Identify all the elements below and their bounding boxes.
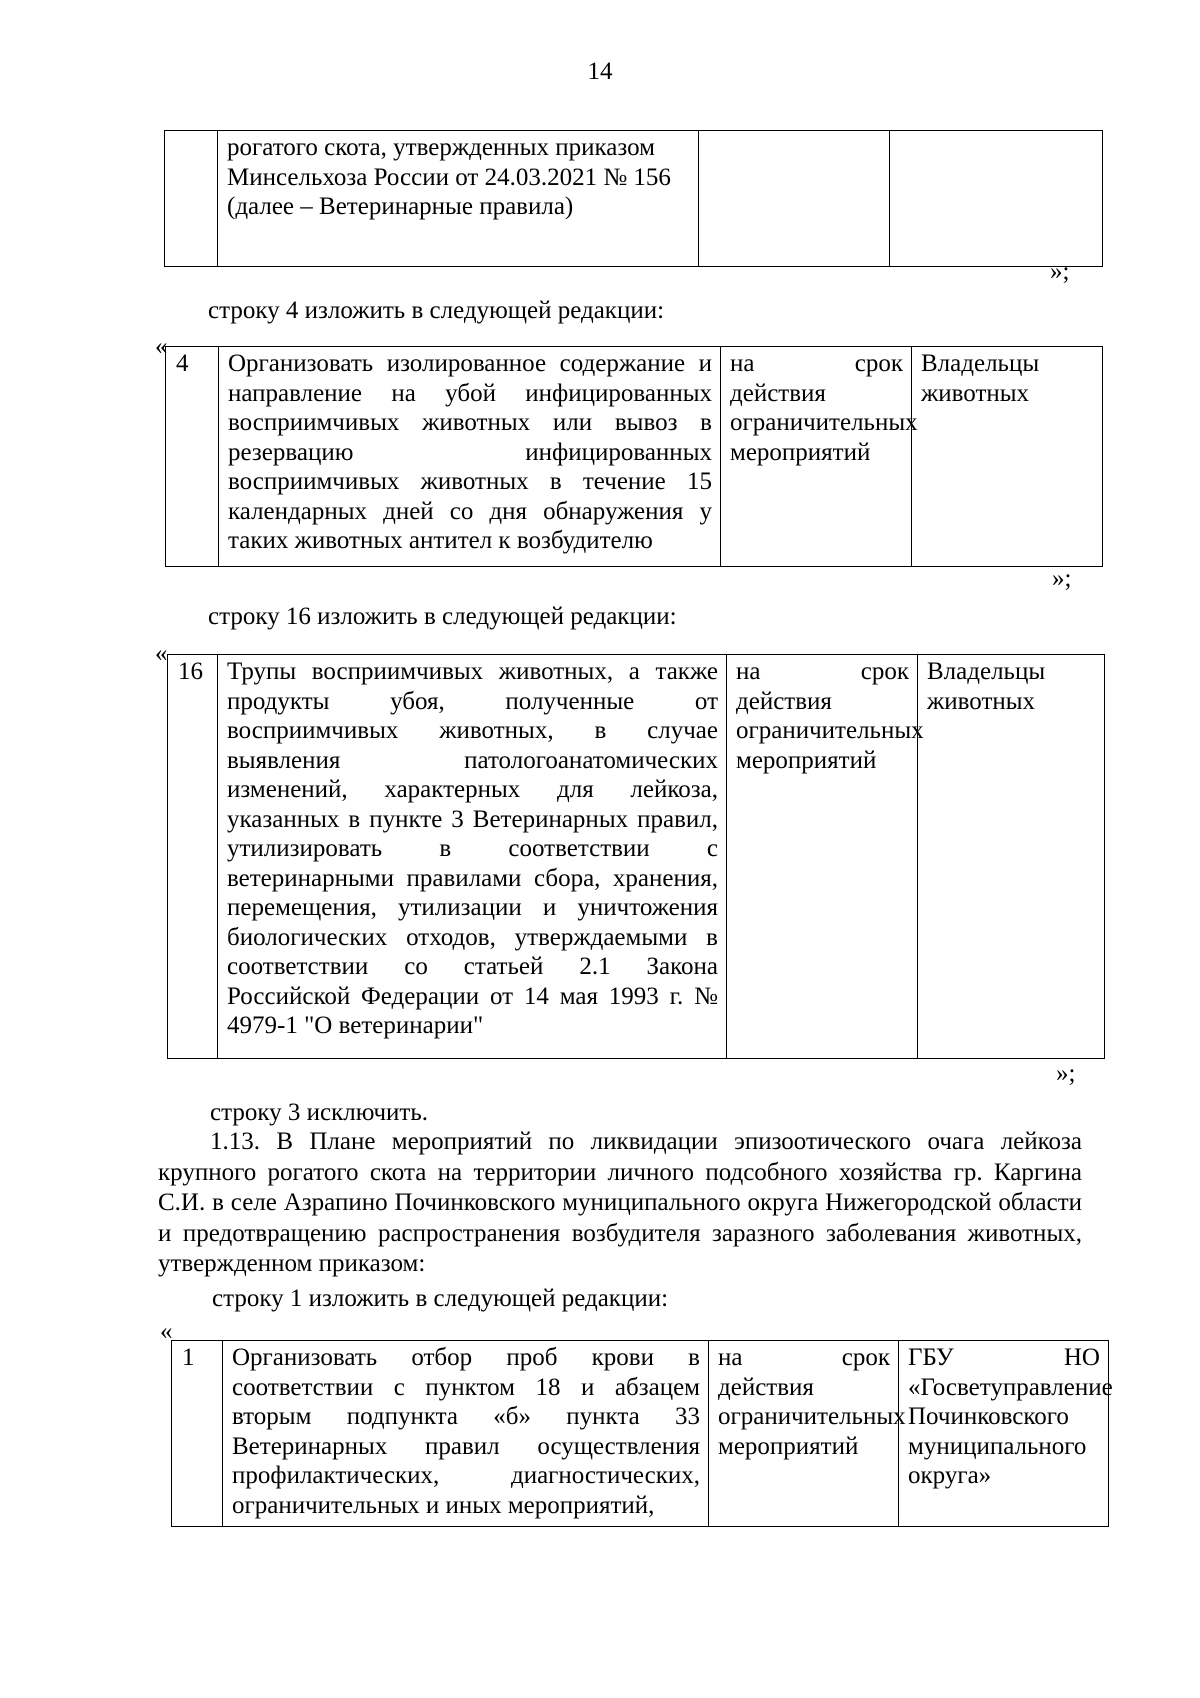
instruction-row1: строку 1 изложить в следующей редакции:: [212, 1285, 669, 1312]
row-number-cell: [165, 131, 218, 267]
responsible-cell: Владельцы животных: [912, 347, 1103, 567]
table-row1: [171, 1340, 1113, 1527]
responsible-cell: Владельцы животных: [918, 655, 1105, 1059]
measure-cell: Организовать отбор проб крови в соответствии с пунктом 18 и абзацем вторым подпункта «б» пункта 33 Ветеринарных правил осуществления профилактических, диагностических, ограничительных и иных мероприятий,: [223, 1341, 709, 1527]
measure-cell: Трупы восприимчивых животных, а также продукты убоя, полученные от восприимчивых животных, в случае выявления патологоанатомических изменений, характерных для лейкоза, указанных в пункте 3 Ветеринарных правил, утилизировать в соответствии с ветеринарными правилами сбора, хранения, перемещения, утилизации и уничтожения биологических отходов, утверждаемыми в соответствии со статьей 2.1 Закона Российской Федерации от 14 мая 1993 г. № 4979-1 "О ветеринарии": [218, 655, 727, 1059]
opening-quote: «: [155, 333, 168, 360]
row-number-cell: 16: [168, 655, 218, 1059]
instruction-row3: строку 3 исключить.: [210, 1099, 428, 1126]
paragraph-text: 1.13. В Плане мероприятий по ликвидации эпизоотического очага лейкоза крупного рогатого скота на территории личного подсобного хозяйства гр. Каргина С.И. в селе Азрапино Починковского муниципального округа Нижегородской области и предотвращению распространения возбудителя заразного заболевания животных, утвержденном приказом:: [158, 1128, 1082, 1277]
table-row: [168, 655, 1105, 1059]
measure-cell: Организовать изолированное содержание и направление на убой инфицированных восприимчивых животных или вывоз в резервацию инфицированных восприимчивых животных в течение 15 календарных дней со дня обнаружения у таких животных антител к возбудителю: [219, 347, 721, 567]
closing-quote: »;: [1052, 565, 1072, 592]
page-number: 14: [587, 58, 613, 85]
instruction-row4: строку 4 изложить в следующей редакции:: [208, 297, 665, 324]
row-number-cell: 1: [172, 1341, 223, 1527]
term-cell: на срок действия ограничительных мероприятий: [721, 347, 912, 567]
opening-quote: «: [160, 1318, 173, 1345]
measure-cell: [218, 131, 699, 267]
table-row4: [165, 346, 1103, 567]
term-cell: [699, 131, 890, 267]
term-cell: на срок действия ограничительных мероприятий: [727, 655, 918, 1059]
responsible-cell: [890, 131, 1103, 267]
responsible-cell: ГБУ НО «Госветуправление Починковского муниципального округа»: [899, 1341, 1109, 1527]
closing-quote: »;: [1050, 258, 1070, 285]
table-row16: [167, 654, 1105, 1059]
table-row: [166, 347, 1103, 567]
closing-quote: »;: [1056, 1060, 1076, 1087]
table-row: [172, 1341, 1109, 1527]
table-top-fragment: [164, 130, 1103, 267]
instruction-row16: строку 16 изложить в следующей редакции:: [208, 603, 677, 630]
opening-quote: «: [155, 640, 168, 667]
paragraph-1-13: [158, 1127, 1082, 1280]
row-number-cell: 4: [166, 347, 219, 567]
table-row: [165, 131, 1103, 267]
measure-text: рогатого скота, утвержденных приказом Минсельхоза России от 24.03.2021 № 156 (далее – Ветеринарные правила): [227, 134, 671, 220]
term-cell: на срок действия ограничительных мероприятий: [709, 1341, 899, 1527]
